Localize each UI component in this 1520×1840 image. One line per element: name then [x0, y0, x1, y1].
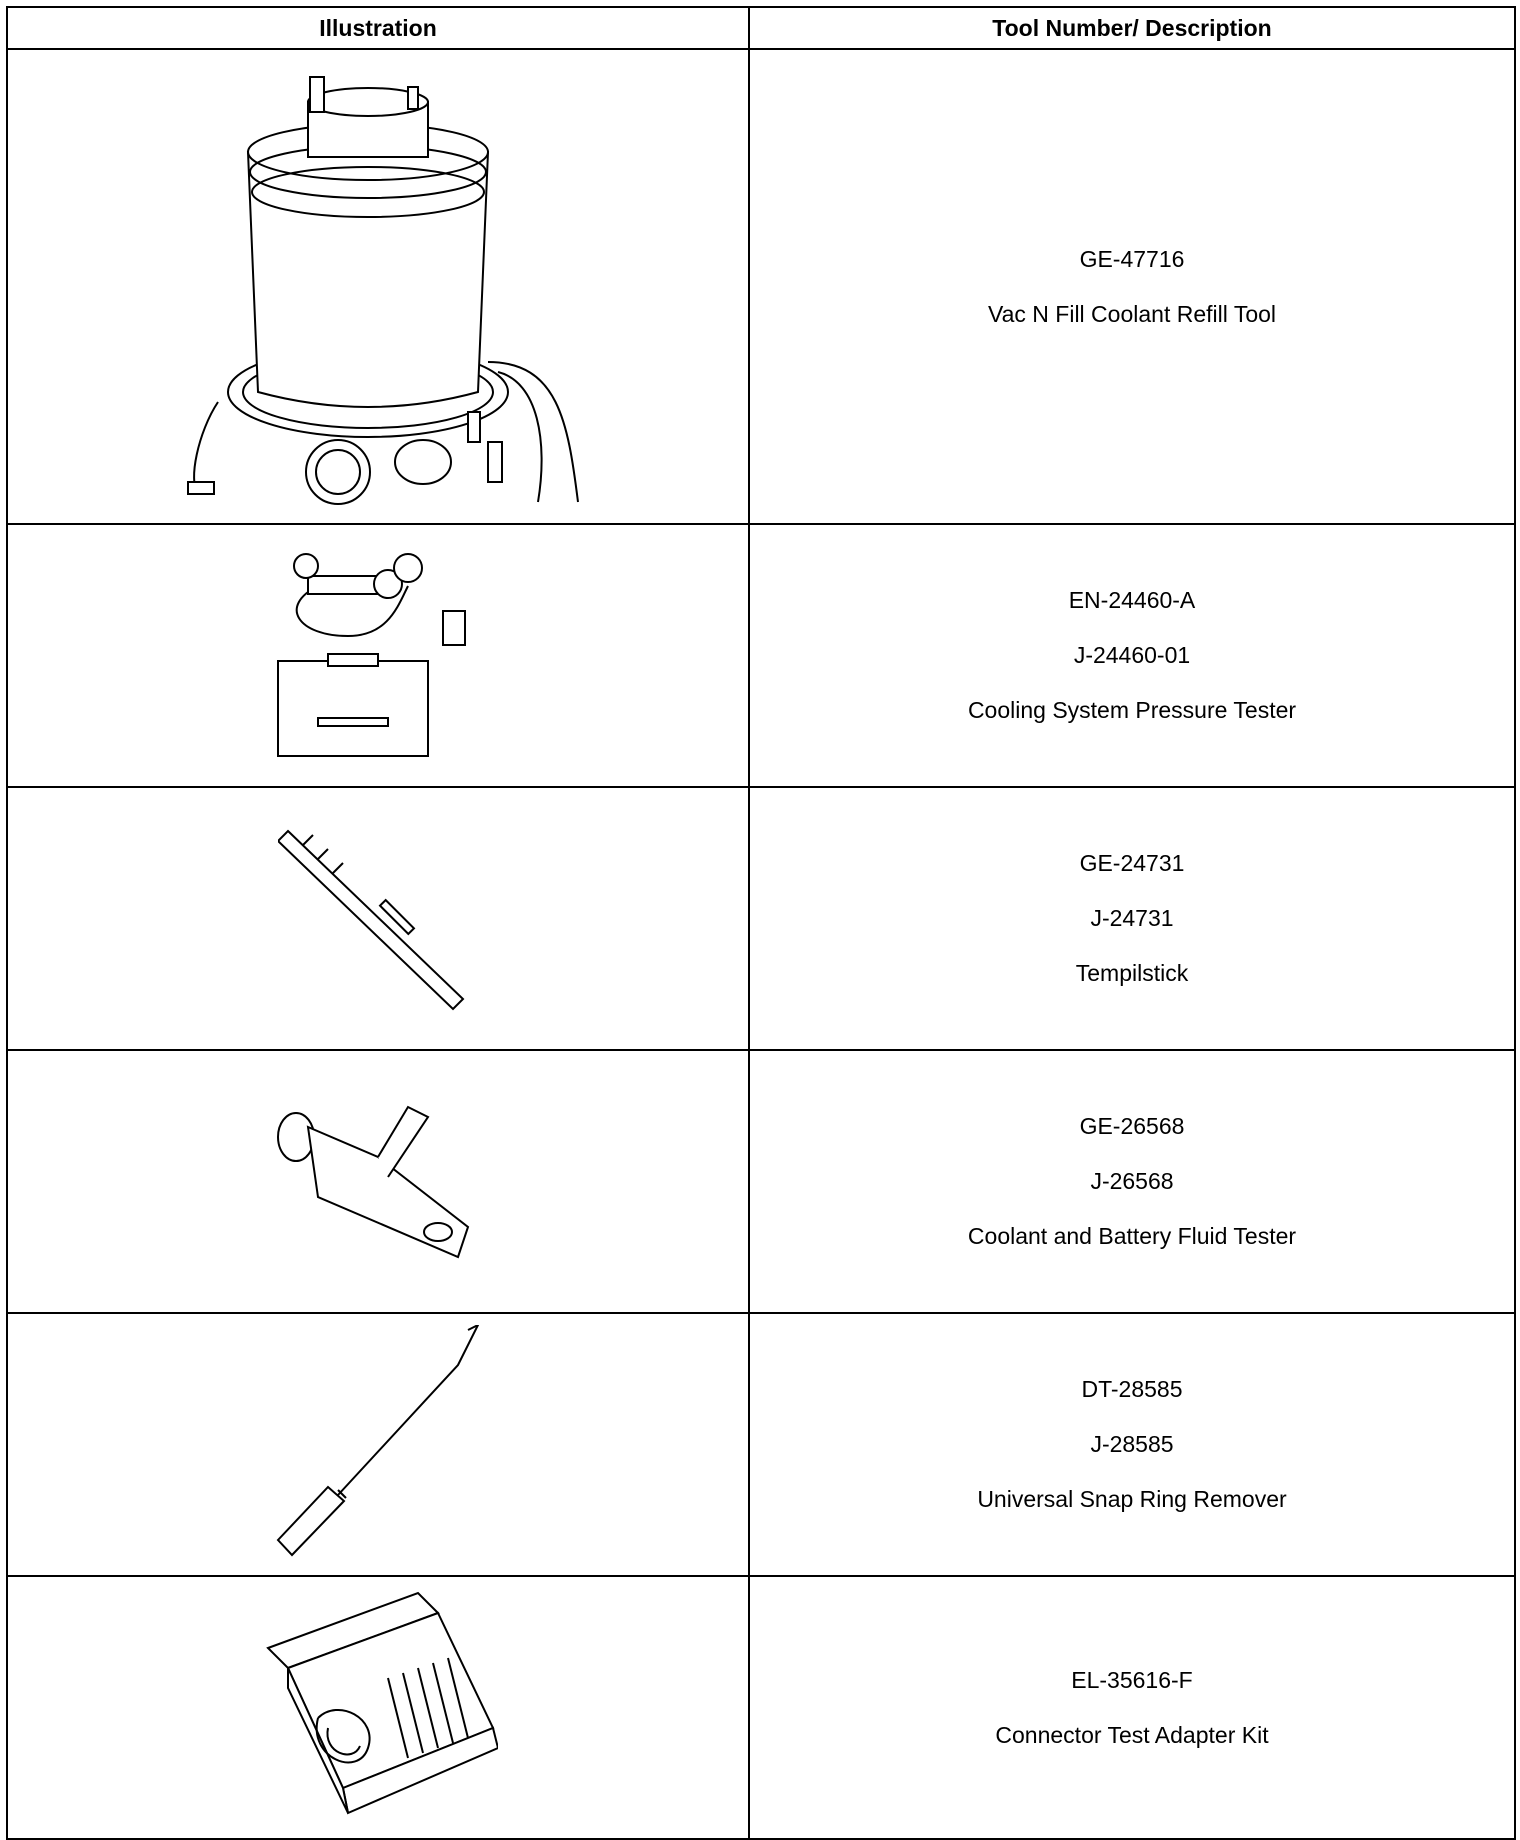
tools-table: [6, 6, 1516, 1840]
table-row: [7, 1050, 1515, 1313]
table-row: [7, 787, 1515, 1050]
tempilstick-icon: [278, 819, 478, 1019]
illustration-cell: [7, 49, 749, 524]
tool-description: Universal Snap Ring Remover: [977, 1486, 1287, 1512]
description-cell: [749, 787, 1515, 1050]
tool-number: GE-24731: [1079, 850, 1185, 876]
illustration-cell: [7, 1576, 749, 1839]
tool-description: Cooling System Pressure Tester: [967, 697, 1297, 723]
header-illustration: Illustration: [7, 7, 749, 49]
table-row: [7, 49, 1515, 524]
description-cell: [749, 49, 1515, 524]
description-cell: [749, 1313, 1515, 1576]
coolant-refill-bucket-icon: [158, 62, 598, 512]
fluid-tester-icon: [268, 1097, 488, 1267]
tool-number-alt: J-24460-01: [1073, 642, 1191, 668]
tool-number: GE-47716: [1079, 245, 1185, 272]
adapter-kit-case-icon: [258, 1588, 498, 1828]
tool-number: DT-28585: [1081, 1376, 1183, 1402]
tool-number: EN-24460-A: [1068, 587, 1196, 613]
table-row: [7, 1313, 1515, 1576]
description-cell: [749, 1050, 1515, 1313]
tool-description: Vac N Fill Coolant Refill Tool: [987, 300, 1277, 327]
illustration-cell: [7, 524, 749, 787]
tool-number-alt: J-28585: [1090, 1431, 1174, 1457]
tool-description: Tempilstick: [1075, 960, 1189, 986]
tool-number: GE-26568: [1079, 1113, 1185, 1139]
tool-description: Connector Test Adapter Kit: [995, 1721, 1269, 1748]
tool-number-alt: J-24731: [1090, 905, 1174, 931]
tool-number: EL-35616-F: [1071, 1666, 1193, 1693]
pressure-tester-kit-icon: [258, 546, 498, 766]
description-cell: [749, 1576, 1515, 1839]
illustration-cell: [7, 1050, 749, 1313]
tool-number-alt: J-26568: [1090, 1168, 1174, 1194]
tool-description: Coolant and Battery Fluid Tester: [967, 1223, 1297, 1249]
table-row: [7, 1576, 1515, 1839]
snap-ring-remover-icon: [258, 1325, 498, 1565]
table-row: [7, 524, 1515, 787]
header-row: [7, 7, 1515, 49]
header-description: Tool Number/ Description: [749, 7, 1515, 49]
illustration-cell: [7, 1313, 749, 1576]
illustration-cell: [7, 787, 749, 1050]
description-cell: [749, 524, 1515, 787]
